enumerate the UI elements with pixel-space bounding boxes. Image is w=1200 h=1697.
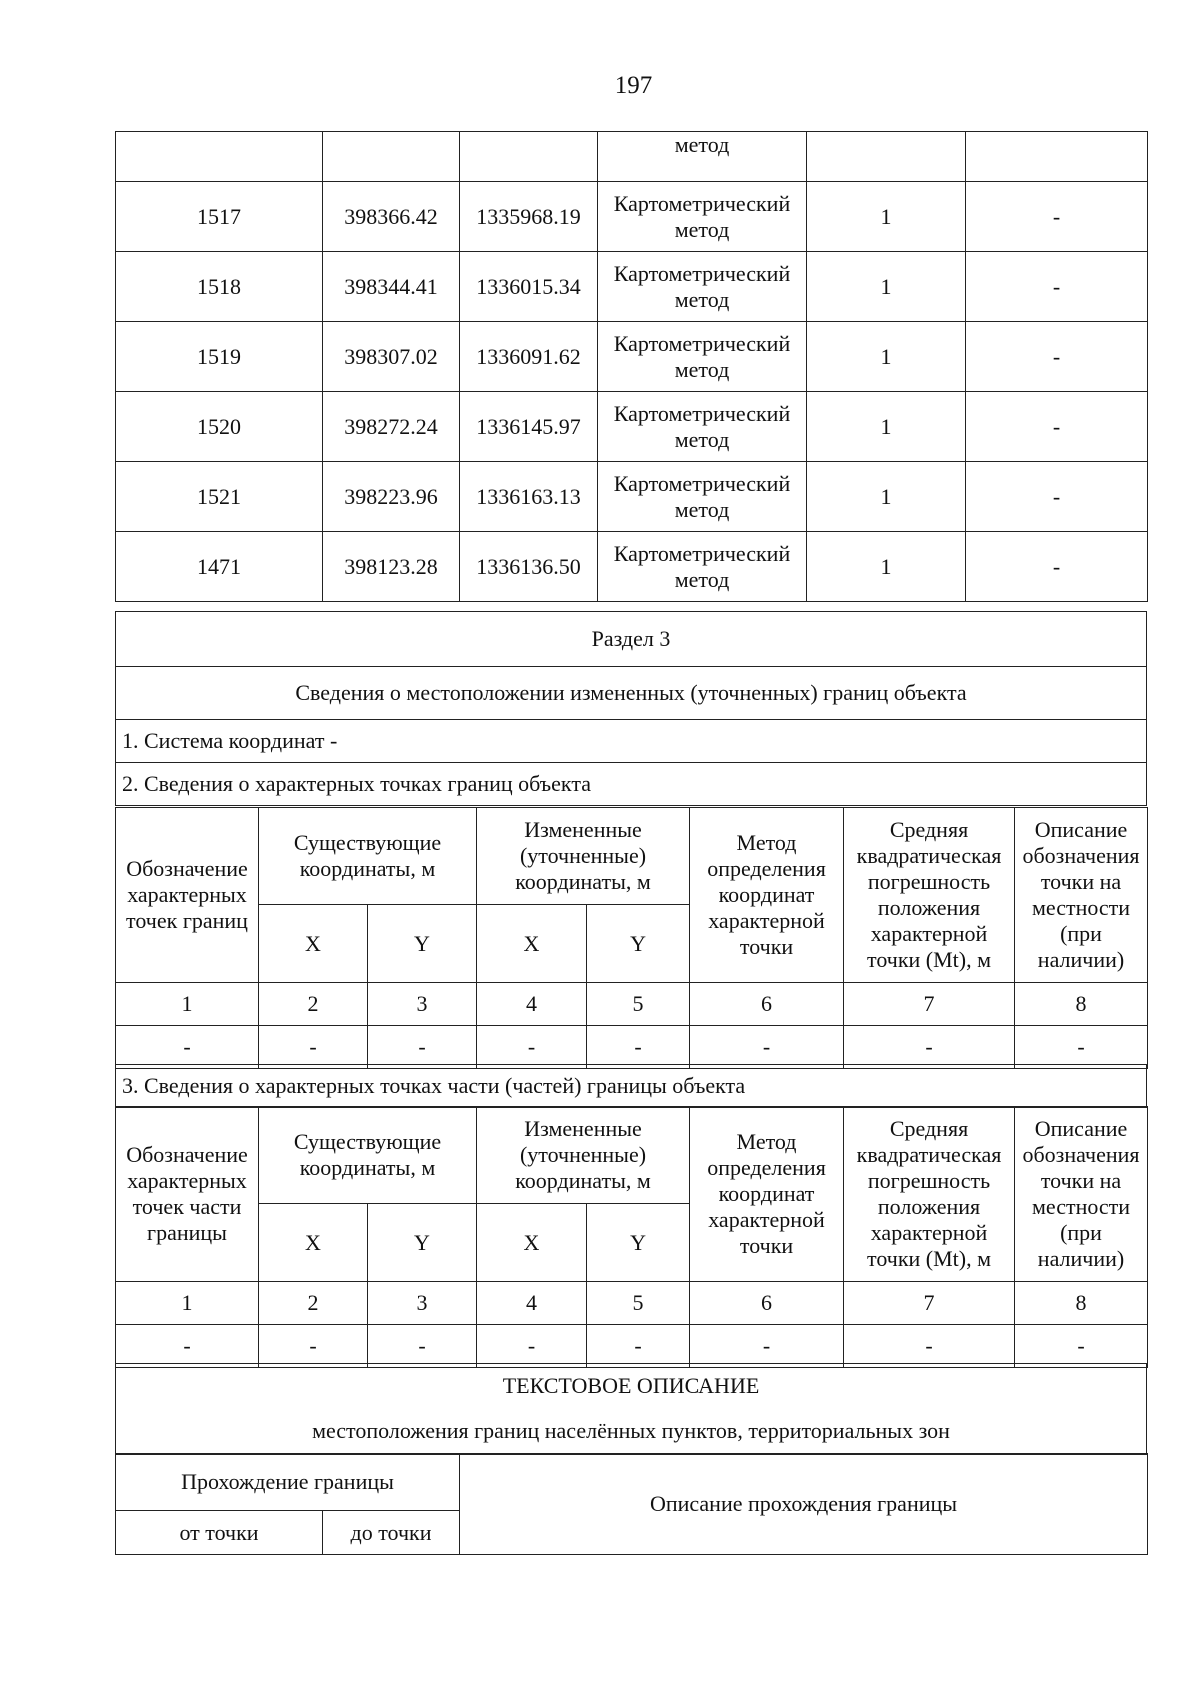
desc-cell: - xyxy=(966,252,1148,322)
coord-y: 1335968.19 xyxy=(460,182,598,252)
y-header: Y xyxy=(368,1204,477,1282)
accuracy-header: Средняя квадратическая погрешность положения характерной точки (Mt), м xyxy=(844,808,1015,983)
method-header: Метод определения координат характерной точки xyxy=(690,1107,844,1282)
empty-cell: - xyxy=(690,1026,844,1069)
passage-header: Прохождение границы xyxy=(116,1454,460,1511)
point-id: 1519 xyxy=(116,322,323,392)
col-number: 6 xyxy=(690,983,844,1026)
method-cell: Картометрический метод xyxy=(598,532,807,602)
col-number: 5 xyxy=(587,1282,690,1325)
text-description-block xyxy=(115,1363,1147,1455)
point-id: 1521 xyxy=(116,462,323,532)
coord-x: 398344.41 xyxy=(323,252,460,322)
from-point-header: от точки xyxy=(116,1511,323,1555)
empty-cell: - xyxy=(116,1026,259,1069)
coord-x: 398307.02 xyxy=(323,322,460,392)
page-number: 197 xyxy=(614,72,653,99)
to-point-header: до точки xyxy=(323,1511,460,1555)
passage-desc-header: Описание прохождения границы xyxy=(460,1454,1148,1555)
col-number: 6 xyxy=(690,1282,844,1325)
desc-cell: - xyxy=(966,532,1148,602)
y-header: Y xyxy=(587,1204,690,1282)
empty-cell: - xyxy=(116,1325,259,1368)
text-desc-subtitle: местоположения границ населённых пунктов, территориальных зон xyxy=(116,1408,1147,1455)
empty-cell: - xyxy=(368,1325,477,1368)
y-header: Y xyxy=(368,905,477,983)
accuracy-header: Средняя квадратическая погрешность положения характерной точки (Mt), м xyxy=(844,1107,1015,1282)
coord-y: 1336015.34 xyxy=(460,252,598,322)
x-header: X xyxy=(259,905,368,983)
method-cell: Картометрический метод xyxy=(598,182,807,252)
table-row xyxy=(116,462,1148,532)
desc-cell: - xyxy=(966,392,1148,462)
coord-x: 398366.42 xyxy=(323,182,460,252)
point-id: 1471 xyxy=(116,532,323,602)
col-number: 7 xyxy=(844,983,1015,1026)
empty-cell: - xyxy=(844,1325,1015,1368)
col-number: 7 xyxy=(844,1282,1015,1325)
description-header: Описание обозначения точки на местности (при наличии) xyxy=(1015,1107,1148,1282)
coord-y: 1336136.50 xyxy=(460,532,598,602)
coord-x: 398123.28 xyxy=(323,532,460,602)
changed-coords-header: Измененные (уточненные) координаты, м xyxy=(477,1107,690,1204)
empty-cell: - xyxy=(477,1026,587,1069)
col-number: 2 xyxy=(259,983,368,1026)
point-id: 1517 xyxy=(116,182,323,252)
col-number: 4 xyxy=(477,1282,587,1325)
col-number: 1 xyxy=(116,983,259,1026)
col-number: 8 xyxy=(1015,983,1148,1026)
accuracy-cell: 1 xyxy=(807,462,966,532)
coord-x: 398223.96 xyxy=(323,462,460,532)
part-points-table xyxy=(115,1106,1147,1368)
accuracy-cell: 1 xyxy=(807,392,966,462)
point-id: 1520 xyxy=(116,392,323,462)
desc-cell: - xyxy=(966,462,1148,532)
x-header: X xyxy=(477,1204,587,1282)
coord-y: 1336091.62 xyxy=(460,322,598,392)
x-header: X xyxy=(259,1204,368,1282)
table-row xyxy=(116,1325,1148,1368)
table-row xyxy=(116,532,1148,602)
desc-cell: - xyxy=(966,322,1148,392)
method-cell: метод xyxy=(598,132,807,182)
method-cell: Картометрический метод xyxy=(598,462,807,532)
col-number: 4 xyxy=(477,983,587,1026)
empty-cell: - xyxy=(587,1325,690,1368)
method-cell: Картометрический метод xyxy=(598,392,807,462)
table-row xyxy=(116,392,1148,462)
parts-title: 3. Сведения о характерных точках части (частей) границы объекта xyxy=(116,1065,1147,1108)
coord-y: 1336163.13 xyxy=(460,462,598,532)
method-cell: Картометрический метод xyxy=(598,252,807,322)
empty-cell: - xyxy=(477,1325,587,1368)
section3-header xyxy=(115,611,1147,806)
empty-cell: - xyxy=(587,1026,690,1069)
method-header: Метод определения координат характерной точки xyxy=(690,808,844,983)
description-header: Описание обозначения точки на местности (при наличии) xyxy=(1015,808,1148,983)
col-number: 2 xyxy=(259,1282,368,1325)
coord-x: 398272.24 xyxy=(323,392,460,462)
col-number: 3 xyxy=(368,1282,477,1325)
passage-table xyxy=(115,1453,1147,1555)
coord-y: 1336145.97 xyxy=(460,392,598,462)
y-header: Y xyxy=(587,905,690,983)
designation-header: Обозначение характерных точек границ xyxy=(116,808,259,983)
empty-cell: - xyxy=(259,1026,368,1069)
accuracy-cell: 1 xyxy=(807,322,966,392)
empty-cell: - xyxy=(1015,1325,1148,1368)
x-header: X xyxy=(477,905,587,983)
empty-cell: - xyxy=(1015,1026,1148,1069)
coord-system: 1. Система координат - xyxy=(116,720,1147,763)
empty-cell: - xyxy=(259,1325,368,1368)
table-row xyxy=(116,252,1148,322)
existing-coords-header: Существующие координаты, м xyxy=(259,1107,477,1204)
table-row xyxy=(116,132,1148,182)
object-points-table xyxy=(115,807,1147,1069)
parts-title-block xyxy=(115,1064,1147,1108)
col-number: 3 xyxy=(368,983,477,1026)
desc-cell: - xyxy=(966,182,1148,252)
points-title: 2. Сведения о характерных точках границ объекта xyxy=(116,763,1147,806)
accuracy-cell: 1 xyxy=(807,182,966,252)
table-row xyxy=(116,182,1148,252)
changed-coords-header: Измененные (уточненные) координаты, м xyxy=(477,808,690,905)
section-subtitle: Сведения о местоположении измененных (уточненных) границ объекта xyxy=(116,667,1147,720)
method-cell: Картометрический метод xyxy=(598,322,807,392)
point-id: 1518 xyxy=(116,252,323,322)
accuracy-cell: 1 xyxy=(807,252,966,322)
section-title: Раздел 3 xyxy=(116,612,1147,667)
col-number: 8 xyxy=(1015,1282,1148,1325)
empty-cell: - xyxy=(844,1026,1015,1069)
existing-coords-header: Существующие координаты, м xyxy=(259,808,477,905)
table-row xyxy=(116,322,1148,392)
empty-cell: - xyxy=(690,1325,844,1368)
accuracy-cell: 1 xyxy=(807,532,966,602)
col-number: 1 xyxy=(116,1282,259,1325)
designation-header: Обозначение характерных точек части границы xyxy=(116,1107,259,1282)
text-desc-title: ТЕКСТОВОЕ ОПИСАНИЕ xyxy=(116,1364,1147,1409)
empty-cell: - xyxy=(368,1026,477,1069)
col-number: 5 xyxy=(587,983,690,1026)
table-row xyxy=(116,1026,1148,1069)
points-table xyxy=(115,131,1147,602)
